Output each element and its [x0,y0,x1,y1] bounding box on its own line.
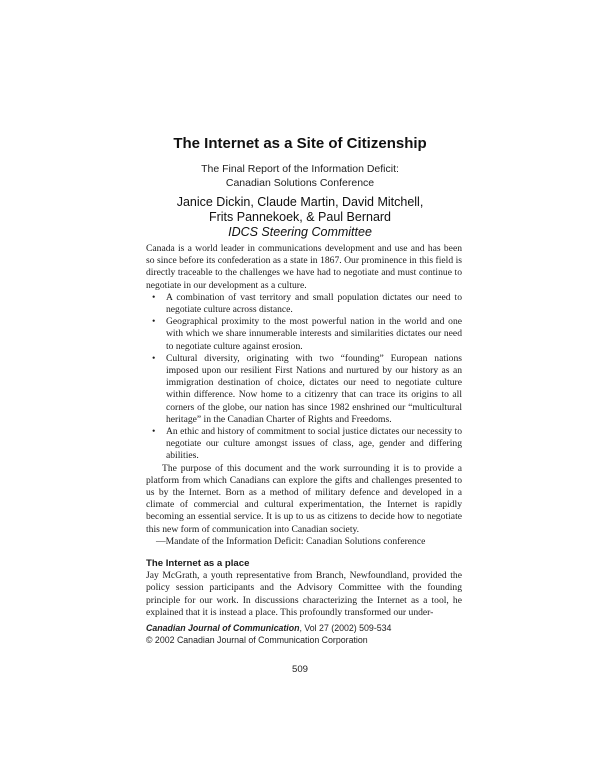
copyright-line: © 2002 Canadian Journal of Communication Corporation [146,634,368,645]
bullet-glyph: • [152,316,156,328]
author-group: IDCS Steering Committee [228,225,372,239]
page-number: 509 [291,664,308,675]
list-item [146,316,462,353]
list-item-text: A combination of vast territory and small population dictates our need to negotiate culture across distance. [166,291,462,316]
bullet-glyph: • [152,352,156,364]
list-item [146,292,462,316]
subtitle-line-2: Canadian Solutions Conference [225,177,375,189]
list-item-text: Cultural diversity, originating with two “founding” European nations imposed upon our resilient First Nations and nurtured by our history as an immigration destination of choice, dictates our need to negotiate culture within difference. Now home to a citizenry that can trace its origins to all corners of the globe, our nation has since 1982 enshrined our “multicultural heritage” in the Canadian Charter of Rights and Freedoms. [166,352,462,425]
bullet-list [146,292,462,463]
list-item [146,353,462,426]
intro-paragraph: Canada is a world leader in communications development and use and has been so since before its confederation as a state in 1867. Our prominence in this field is directly traceable to the challenges we have had to negotiate and must continue to negotiate in our development as a culture. [146,243,462,291]
purpose-paragraph: The purpose of this document and the work surrounding it is to provide a platform from which Canadians can explore the gifts and challenges presented to us by the Internet. Born as a method of military defence and developed in a climate of commercial and cultural experimentation, the Internet is rapidly becoming an essential service. It is up to us as citizens to decide how to negotiate this new form of communication into Canadian society. [146,462,462,535]
citation-volume: , Vol 27 (2002) 509-534 [299,623,392,633]
section-paragraph: Jay McGrath, a youth representative from Branch, Newfoundland, provided the policy session participants and the Advisory Committee with the founding principle for our work. In discussions characterizing the Internet as a tool, he explained that it is instead a place. This profoundly transformed our under- [146,570,462,618]
list-item-text: Geographical proximity to the most powerful nation in the world and one with which we share innumerable interests and similarities dictates our need to negotiate culture against erosion. [166,316,462,352]
list-item-text: An ethic and history of commitment to social justice dictates our necessity to negotiate our culture amongst issues of class, age, gender and differing abilities. [166,426,462,462]
authors-line-2: Frits Pannekoek, & Paul Bernard [208,210,392,224]
bullet-glyph: • [152,426,156,438]
journal-name: Canadian Journal of Communication [146,623,300,633]
list-item [146,426,462,463]
authors-line-1: Janice Dickin, Claude Martin, David Mitchell, [176,195,424,209]
section-heading: The Internet as a place [146,558,250,570]
bullet-glyph: • [152,291,156,303]
mandate-attribution: —Mandate of the Information Deficit: Canadian Solutions conference [156,535,426,547]
author-block [0,195,600,240]
citation-line [146,623,462,635]
article-subtitle [0,162,600,190]
article-title: The Internet as a Site of Citizenship [173,135,427,152]
article-body [146,243,462,619]
subtitle-line-1: The Final Report of the Information Deficit: [201,163,399,175]
citation-footer [146,623,462,646]
